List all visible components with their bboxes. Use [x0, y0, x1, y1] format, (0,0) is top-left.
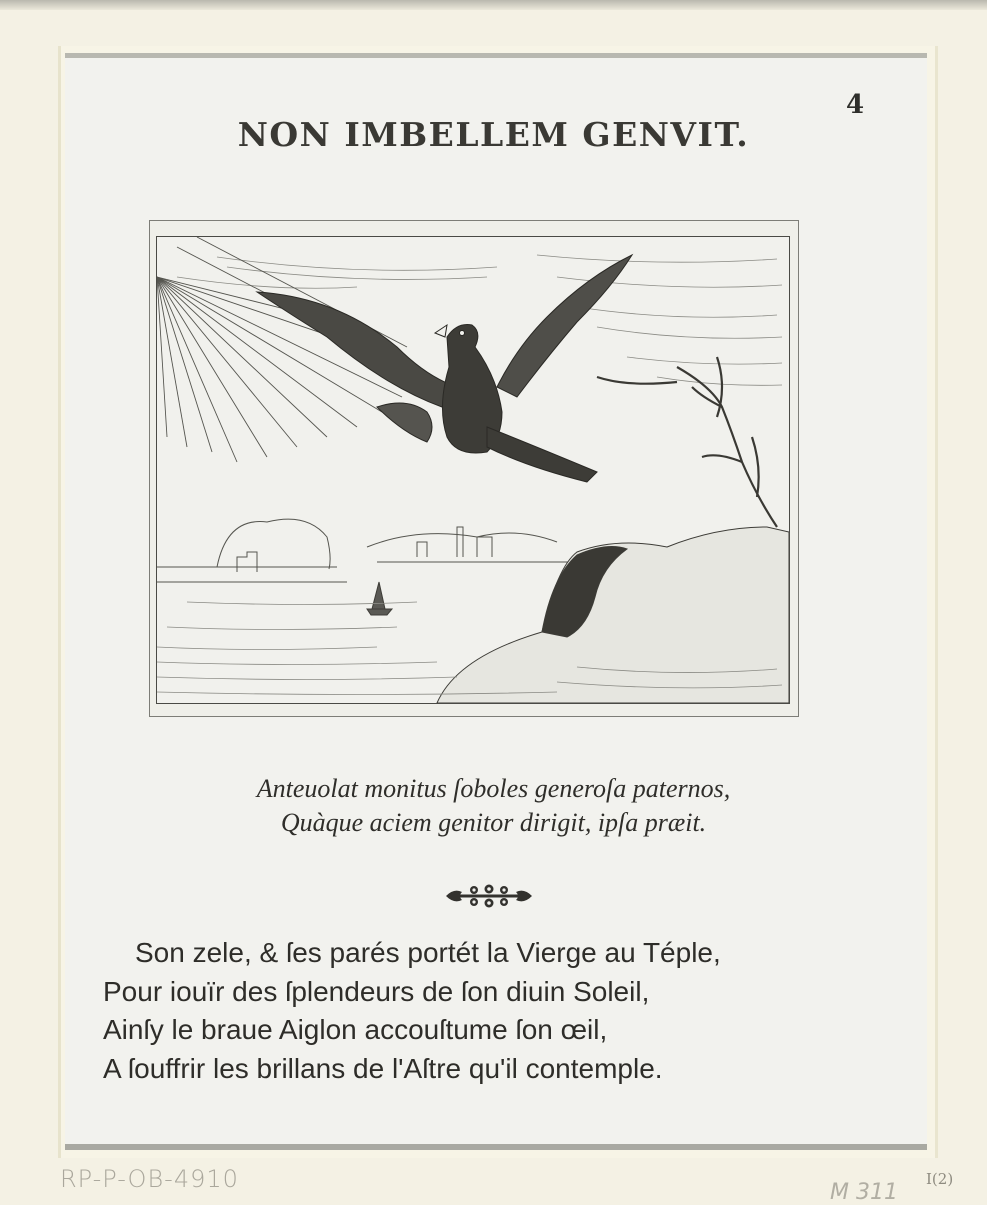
latin-line-2: Quàque aciem genitor dirigit, ipſa præit.: [280, 808, 707, 837]
latin-line-1: Anteuolat monitus ſoboles generoſa paternos,: [256, 774, 731, 803]
french-line-3: Ainſy le braue Aiglon accouſtume ſon œil,: [103, 1014, 608, 1045]
french-verse: [103, 934, 883, 1088]
french-line-1: Son zele, & ſes parés portét la Vierge au Téple,: [135, 937, 721, 968]
inventory-number: RP-P-OB-4910: [60, 1165, 239, 1193]
secondary-note: M 311: [830, 1180, 898, 1205]
sailboat-icon: [367, 582, 392, 615]
rocky-hill: [437, 527, 789, 703]
latin-verse: [0, 772, 987, 840]
state-note: I(2): [926, 1170, 954, 1188]
eagle-icon: [257, 255, 632, 482]
illustration: [156, 236, 790, 704]
fleuron-icon: [444, 880, 534, 912]
french-line-2: Pour iouïr des ſplendeurs de ſon diuin Soleil,: [103, 975, 650, 1007]
motto-title: NON IMBELLEM GENVIT.: [237, 115, 750, 154]
page-number: 4: [846, 90, 865, 120]
distant-town: [157, 519, 577, 582]
eagle-landscape-illustration: [157, 237, 789, 703]
top-edge-shadow: [0, 0, 987, 10]
bare-tree-icon: [597, 357, 777, 527]
french-line-4: A ſouffrir les brillans de l'Aſtre qu'il contemple.: [103, 1052, 663, 1084]
